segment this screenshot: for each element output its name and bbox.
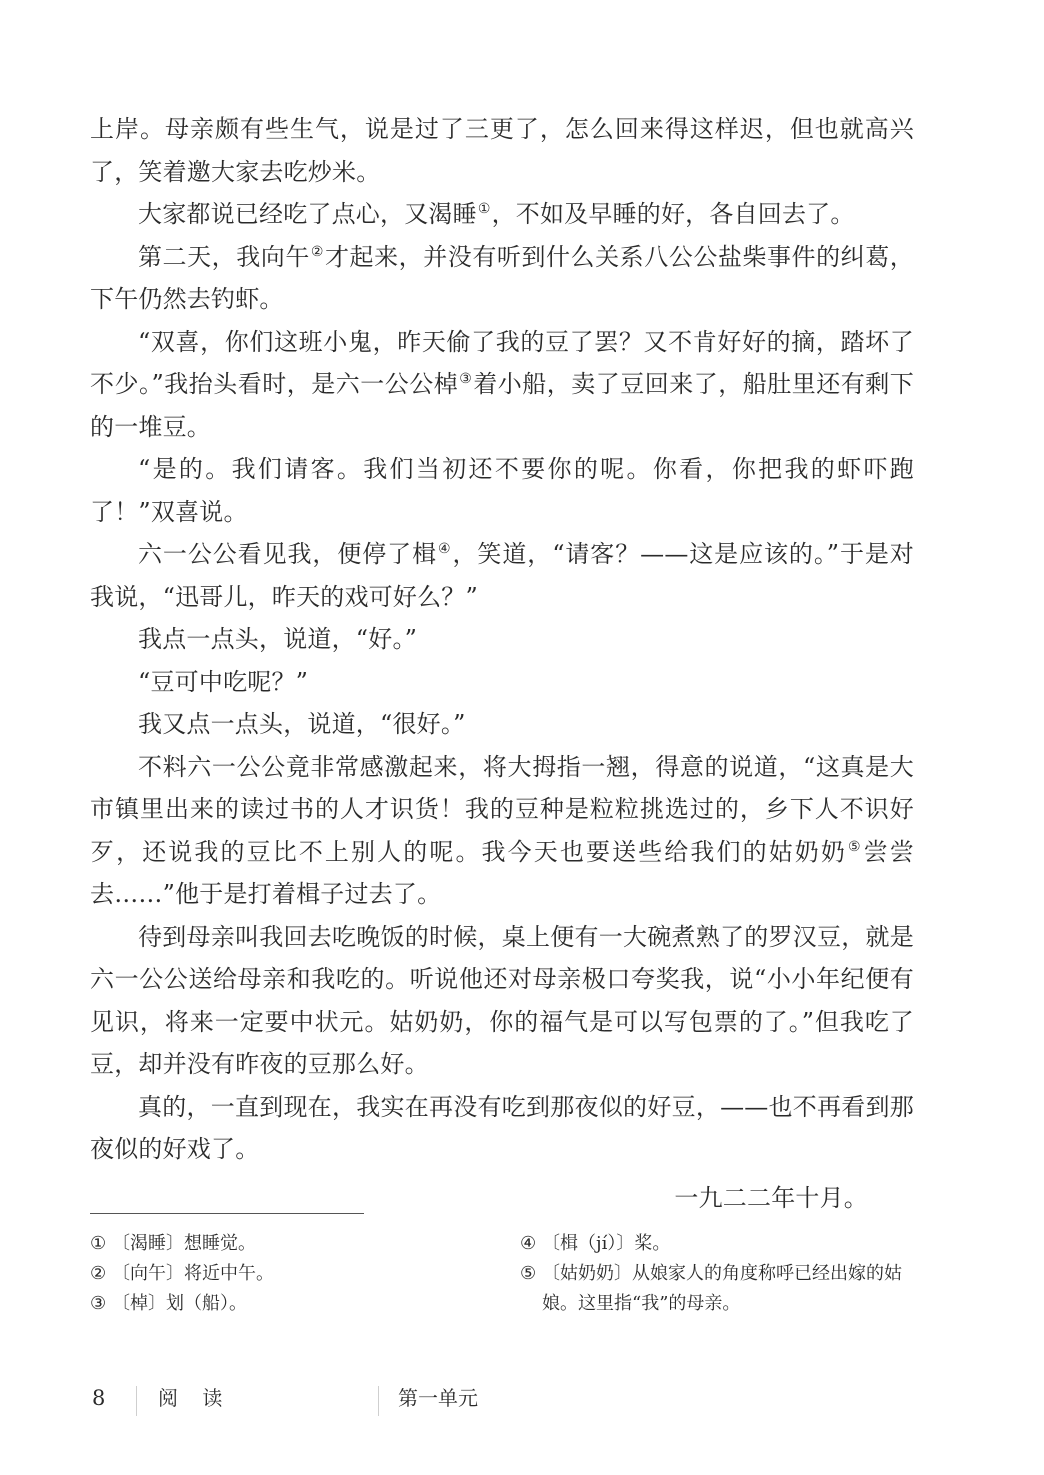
footnote-text: 〔向午〕将近中午。 bbox=[112, 1263, 274, 1284]
footnote-marker: ③ bbox=[459, 371, 473, 387]
footnote-text: 〔渴睡〕想睡觉。 bbox=[112, 1233, 256, 1254]
paragraph bbox=[90, 448, 914, 533]
footnotes-right-column bbox=[520, 1229, 920, 1319]
paragraph-text: 大家都说已经吃了点心，又渴睡 bbox=[138, 200, 477, 228]
paragraph-text: 着小船，卖了豆回来了，船肚里还有剩下的一堆豆。 bbox=[90, 370, 914, 441]
footnote-number: ④ bbox=[520, 1233, 537, 1254]
footnote-marker: ② bbox=[310, 243, 324, 260]
paragraph-text: 才起来，并没有听到什么关系八公公盐柴事件的纠葛，下午仍然去钓虾。 bbox=[90, 242, 914, 313]
footnote-number: ② bbox=[90, 1263, 107, 1284]
footnote-text: 〔楫（jí）〕桨。 bbox=[542, 1233, 671, 1254]
footnote-number: ③ bbox=[90, 1293, 107, 1314]
paragraph bbox=[90, 108, 914, 193]
paragraph bbox=[90, 1086, 914, 1171]
paragraph bbox=[90, 703, 914, 746]
paragraph-text: 我点一点头，说道，“好。” bbox=[138, 625, 418, 653]
footnote-marker: ⑤ bbox=[848, 838, 863, 855]
page-number: 8 bbox=[92, 1386, 106, 1410]
unit-label: 第一单元 bbox=[398, 1386, 478, 1410]
footnote bbox=[520, 1259, 920, 1319]
footnote bbox=[90, 1259, 490, 1289]
paragraph-text: 我又点一点头，说道，“很好。” bbox=[138, 710, 466, 738]
footnote-marker: ① bbox=[477, 201, 491, 217]
paragraph-text: 真的，一直到现在，我实在再没有吃到那夜似的好豆，——也不再看到那夜似的好戏了。 bbox=[90, 1092, 914, 1163]
paragraph-text: ，笑道，“请客？——这是应该的。”于是对我说，“迅哥儿，昨天的戏可好么？” bbox=[90, 540, 914, 611]
footnote-marker: ④ bbox=[438, 541, 452, 557]
paragraph bbox=[90, 661, 914, 704]
paragraph bbox=[90, 193, 914, 236]
paragraph-text: 上岸。母亲颇有些生气，说是过了三更了，怎么回来得这样迟，但也就高兴了，笑着邀大家去吃炒米。 bbox=[90, 115, 914, 186]
paragraph-text: ，不如及早睡的好，各自回去了。 bbox=[491, 200, 855, 228]
paragraph-text: 六一公公看见我，便停了楫 bbox=[138, 540, 438, 568]
paragraph-text: “双喜，你们这班小鬼，昨天偷了我的豆了罢？又不肯好好的摘，踏坏了不少。”我抬头看时，是六一公公棹 bbox=[90, 327, 914, 398]
footnote-text: 〔棹〕划（船）。 bbox=[112, 1293, 247, 1314]
paragraph-text: “是的。我们请客。我们当初还不要你的呢。你看，你把我的虾吓跑了！”双喜说。 bbox=[90, 455, 914, 526]
article-date: 一九二二年十月。 bbox=[674, 1183, 868, 1212]
paragraph bbox=[90, 746, 914, 916]
section-label: 阅 读 bbox=[158, 1386, 232, 1410]
footnote-text: 〔姑奶奶〕从娘家人的角度称呼已经出嫁的姑娘。这里指“我”的母亲。 bbox=[542, 1263, 902, 1314]
footnote-divider bbox=[90, 1213, 364, 1214]
paragraph bbox=[90, 533, 914, 618]
paragraph-text: 不料六一公公竟非常感激起来，将大拇指一翘，得意的说道，“这真是大市镇里出来的读过书的人才识货！我的豆种是粒粒挑选过的，乡下人不识好歹，还说我的豆比不上别人的呢。我今天也要送些给我们的姑奶奶 bbox=[90, 752, 914, 866]
footer-divider bbox=[378, 1386, 379, 1416]
paragraph-text: 尝尝去……”他于是打着楫子过去了。 bbox=[90, 837, 914, 908]
footnotes-left-column bbox=[90, 1229, 490, 1319]
footnote bbox=[520, 1229, 920, 1259]
footer-divider bbox=[136, 1386, 137, 1416]
paragraph-text: 第二天，我向午 bbox=[138, 242, 310, 271]
article-body bbox=[90, 108, 914, 1219]
footnote-number: ⑤ bbox=[520, 1263, 537, 1284]
paragraph-text: 待到母亲叫我回去吃晚饭的时候，桌上便有一大碗煮熟了的罗汉豆，就是六一公公送给母亲和我吃的。听说他还对母亲极口夸奖我，说“小小年纪便有见识，将来一定要中状元。姑奶奶，你的福气是可以写包票的了。”但我吃了豆，却并没有昨夜的豆那么好。 bbox=[90, 922, 914, 1078]
paragraph bbox=[90, 321, 914, 449]
paragraph bbox=[90, 236, 914, 321]
paragraph bbox=[90, 916, 914, 1086]
footnote-number: ① bbox=[90, 1233, 107, 1254]
footnote bbox=[90, 1289, 490, 1319]
paragraph-text: “豆可中吃呢？” bbox=[138, 667, 309, 696]
footnote bbox=[90, 1229, 490, 1259]
paragraph bbox=[90, 618, 914, 661]
